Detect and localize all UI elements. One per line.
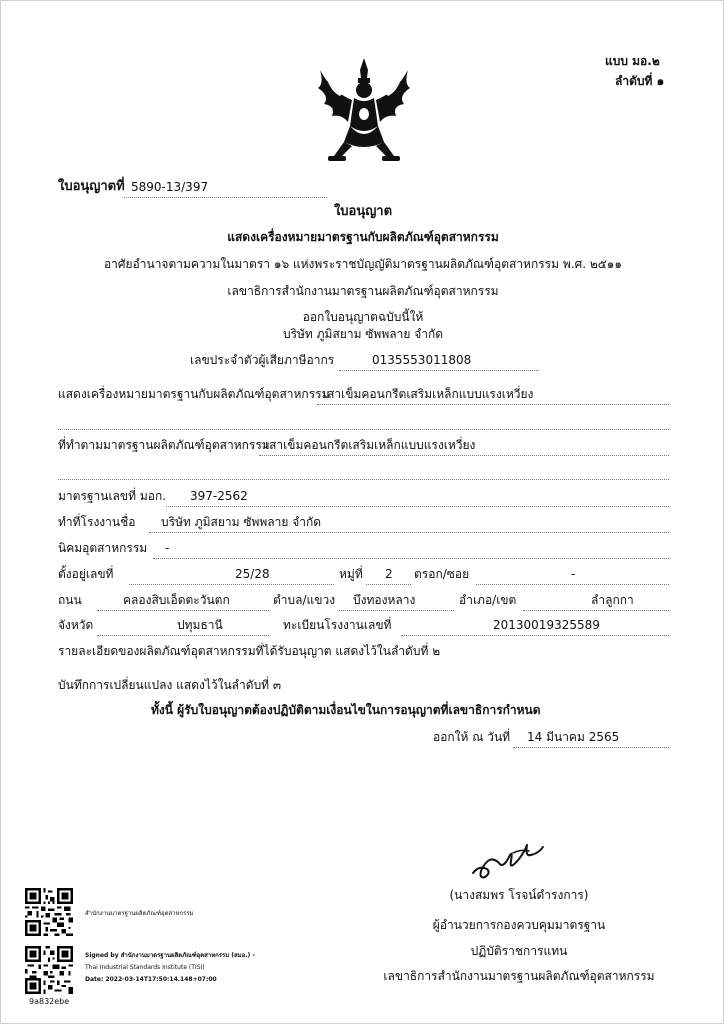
std-product-value: เสาเข็มคอนกรีตเสริมเหล็กแบบแรงเหวี่ยง — [265, 438, 476, 452]
estate-value: - — [165, 541, 170, 555]
license-no-value: 5890-13/397 — [131, 180, 209, 194]
form-code: แบบ มอ.๒ — [605, 54, 660, 68]
std-no-value: 397-2562 — [190, 489, 248, 503]
std-product-line — [259, 455, 669, 456]
road-label: ถนน — [58, 593, 82, 607]
signature-qr-code-icon[interactable] — [25, 946, 73, 994]
signer-title-1: ผู้อำนวยการกองควบคุมมาตรฐาน — [432, 918, 606, 932]
subdistrict-label: ตำบล/แขวง — [273, 593, 336, 607]
factory-line — [149, 532, 669, 533]
std-no-label: มาตรฐานเลขที่ มอก. — [58, 489, 167, 503]
province-label: จังหวัด — [58, 618, 94, 632]
license-no-line — [124, 197, 327, 198]
district-value: ลำลูกกา — [591, 593, 634, 607]
title-description: แสดงเครื่องหมายมาตรฐานกับผลิตภัณฑ์อุตสาหกรรม — [227, 230, 499, 244]
garuda-emblem-icon — [314, 56, 414, 168]
road-value: คลองสิบเอ็ดตะวันตก — [123, 593, 230, 607]
changes-note: บันทึกการเปลี่ยนแปลง แสดงไว้ในลำดับที่ ๓ — [58, 678, 282, 692]
issue-date-label: ออกให้ ณ วันที่ — [433, 730, 511, 744]
signer-title-3: เลขาธิการสำนักงานมาตรฐานผลิตภัณฑ์อุตสาหกรรม — [383, 969, 655, 983]
signer-name: (นางสมพร โรจน์ดำรงการ) — [449, 888, 589, 902]
detail-note: รายละเอียดของผลิตภัณฑ์อุตสาหกรรมที่ได้รับอนุญาต แสดงไว้ในลำดับที่ ๒ — [58, 644, 441, 658]
district-line — [523, 610, 669, 611]
estate-line — [153, 558, 669, 559]
mark-line — [317, 404, 669, 405]
mark-line-2 — [58, 429, 669, 430]
factory-value: บริษัท ภูมิสยาม ซัพพลาย จำกัด — [161, 515, 322, 529]
std-product-label: ที่ทำตามมาตรฐานผลิตภัณฑ์อุตสาหกรรม — [58, 438, 270, 452]
qr-code-icon[interactable] — [25, 888, 73, 936]
footer-hash: 9a832ebe — [29, 997, 70, 1006]
handwritten-signature — [469, 839, 549, 881]
soi-label: ตรอก/ซอย — [414, 567, 470, 581]
tax-id-label: เลขประจำตัวผู้เสียภาษีอากร — [190, 353, 335, 367]
footer-signed-by: Signed by สำนักงานมาตรฐานผลิตภัณฑ์อุตสาหกรรม (สมอ.) - — [85, 952, 255, 959]
tax-id-line — [339, 370, 539, 371]
company-name: บริษัท ภูมิสยาม ซัพพลาย จำกัด — [282, 327, 444, 341]
factory-reg-label: ทะเบียนโรงงานเลขที่ — [283, 618, 392, 632]
footer-signed-date: Date: 2022-03-14T17:50:14.148+07:00 — [85, 976, 217, 983]
district-label: อำเภอ/เขต — [459, 593, 517, 607]
moo-label: หมู่ที่ — [339, 567, 363, 581]
title-legal-basis: อาศัยอำนาจตามความในมาตรา ๑๖ แห่งพระราชบัญญัติมาตรฐานผลิตภัณฑ์อุตสาหกรรม พ.ศ. ๒๕๑๑ — [103, 257, 623, 271]
title-secretary: เลขาธิการสำนักงานมาตรฐานผลิตภัณฑ์อุตสาหกรรม — [227, 284, 499, 298]
condition-note: ทั้งนี้ ผู้รับใบอนุญาตต้องปฏิบัติตามเงื่อนไขในการอนุญาตที่เลขาธิการกำหนด — [151, 703, 541, 717]
estate-label: นิคมอุตสาหกรรม — [58, 541, 148, 555]
title-license: ใบอนุญาต — [333, 204, 393, 219]
factory-reg-line — [401, 635, 669, 636]
province-line — [97, 635, 269, 636]
address-label: ตั้งอยู่เลขที่ — [58, 567, 114, 581]
sequence-number: ลำดับที่ ๑ — [615, 74, 665, 88]
moo-value: 2 — [385, 567, 393, 581]
title-issue-to: ออกใบอนุญาตฉบับนี้ให้ — [302, 310, 424, 324]
std-product-line-2 — [58, 479, 669, 480]
signer-title-2: ปฏิบัติราชการแทน — [470, 944, 568, 958]
footer-signed-by-en: Thai Industrial Standards Institute (TISI) — [85, 964, 205, 971]
address-line — [129, 584, 334, 585]
soi-value: - — [571, 567, 576, 581]
issue-date-value: 14 มีนาคม 2565 — [527, 730, 620, 744]
province-value: ปทุมธานี — [177, 618, 223, 632]
mark-label: แสดงเครื่องหมายมาตรฐานกับผลิตภัณฑ์อุตสาหกรรม — [58, 387, 330, 401]
std-no-line — [166, 506, 669, 507]
license-no-label: ใบอนุญาตที่ — [58, 179, 125, 194]
factory-reg-value: 20130019325589 — [493, 618, 600, 632]
soi-line — [476, 584, 669, 585]
footer-office: สำนักงานมาตรฐานผลิตภัณฑ์อุตสาหกรรม — [85, 910, 194, 917]
moo-line — [366, 584, 411, 585]
tax-id-value: 0135553011808 — [372, 353, 472, 367]
subdistrict-line — [339, 610, 454, 611]
subdistrict-value: บึงทองหลาง — [353, 593, 416, 607]
address-value: 25/28 — [235, 567, 270, 581]
factory-label: ทำที่โรงงานชื่อ — [58, 515, 136, 529]
road-line — [97, 610, 269, 611]
mark-value: เสาเข็มคอนกรีตเสริมเหล็กแบบแรงเหวี่ยง — [323, 387, 534, 401]
issue-date-line — [513, 747, 669, 748]
